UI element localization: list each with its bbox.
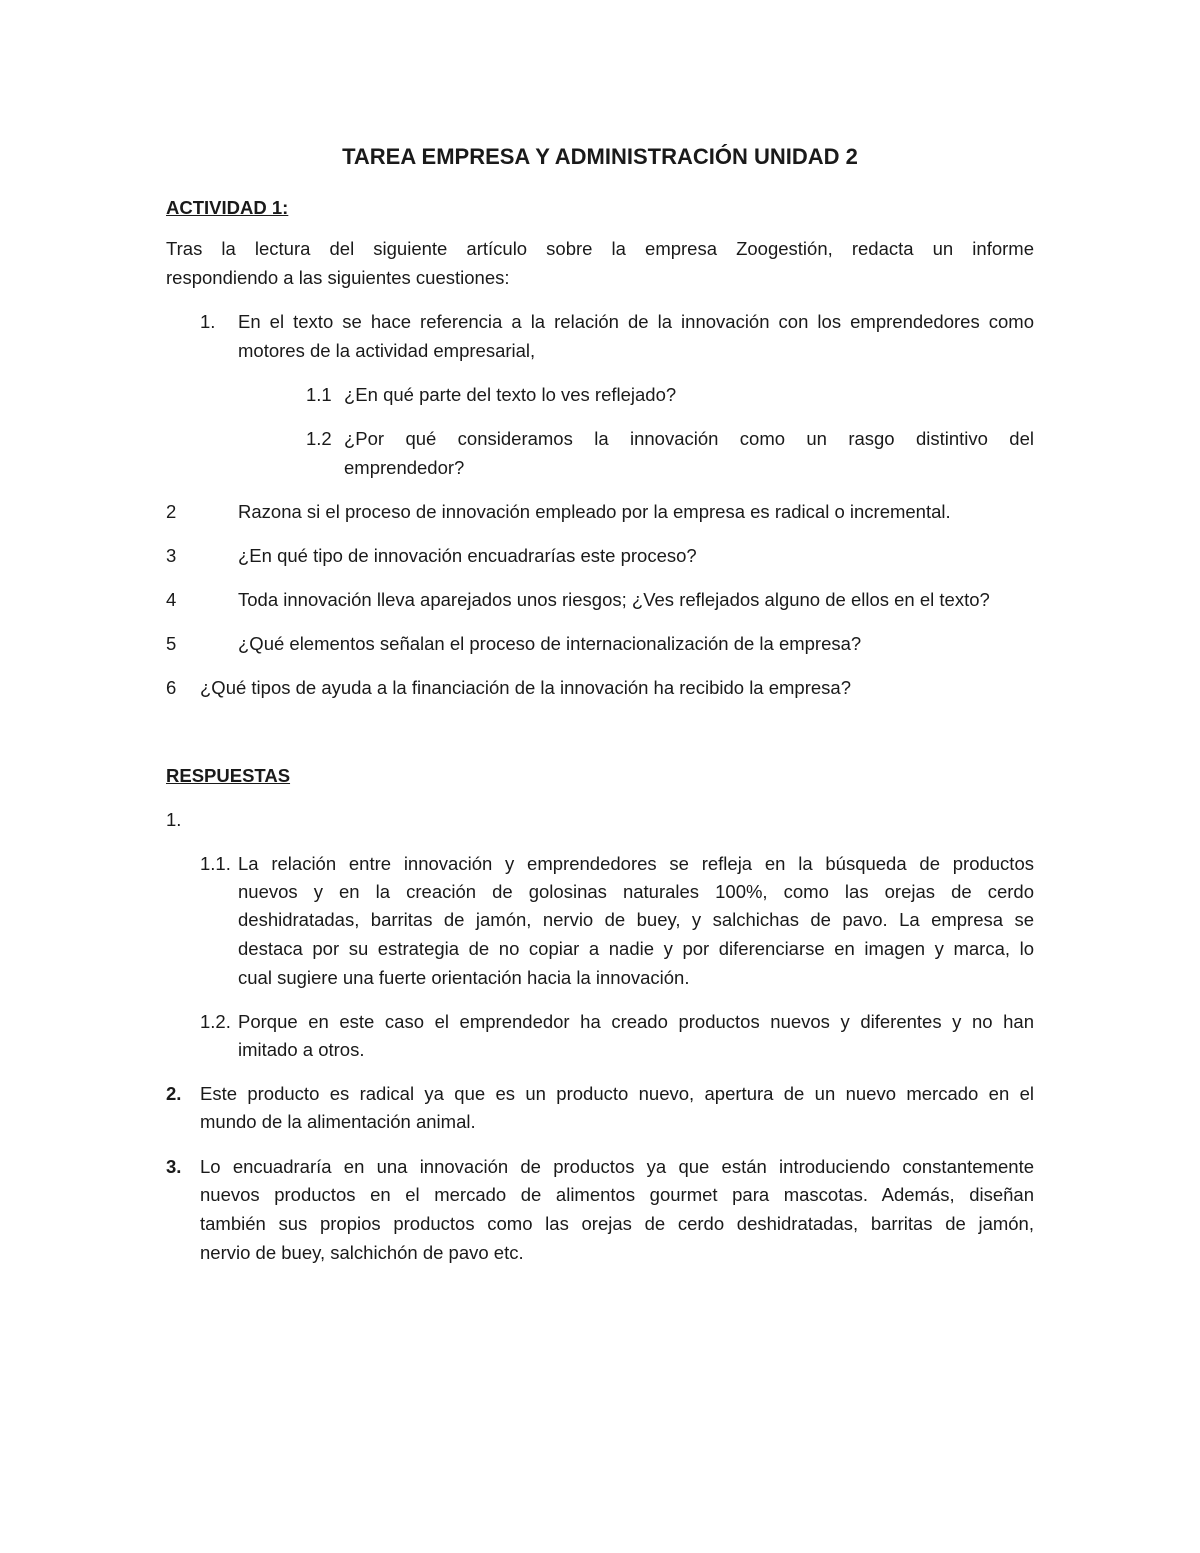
question-5-number: 5 <box>166 633 177 654</box>
question-2-number: 2 <box>166 501 177 522</box>
answer-1-number: 1. <box>166 809 182 830</box>
question-6-number: 6 <box>166 677 177 698</box>
answer-1-2-line-2: imitado a otros. <box>238 1039 365 1060</box>
question-4-text: Toda innovación lleva aparejados unos riesgos; ¿Ves reflejados alguno de ellos en el texto? <box>238 589 990 610</box>
question-5-text: ¿Qué elementos señalan el proceso de internacionalización de la empresa? <box>238 633 862 654</box>
question-1-number: 1. <box>200 311 216 332</box>
question-1-line-1: En el texto se hace referencia a la relación de la innovación con los emprendedores como <box>238 311 1034 332</box>
answer-2-line-2: mundo de la alimentación animal. <box>200 1111 476 1132</box>
intro-line-2: respondiendo a las siguientes cuestiones: <box>166 267 510 288</box>
question-3-number: 3 <box>166 545 177 566</box>
answer-1-2-number: 1.2. <box>200 1011 231 1032</box>
question-1-2-number: 1.2 <box>306 428 332 449</box>
question-3-text: ¿En qué tipo de innovación encuadrarías este proceso? <box>238 545 697 566</box>
answers-heading: RESPUESTAS <box>166 765 291 786</box>
question-1-1-text: ¿En qué parte del texto lo ves reflejado? <box>344 384 677 405</box>
question-6-text: ¿Qué tipos de ayuda a la financiación de la innovación ha recibido la empresa? <box>200 677 851 698</box>
question-1-2-line-2: emprendedor? <box>344 457 465 478</box>
question-4-number: 4 <box>166 589 177 610</box>
answer-3-number: 3. <box>166 1156 182 1177</box>
answer-3-line-3: también sus propios productos como las orejas de cerdo deshidratadas, barritas de jamón, <box>200 1213 1034 1234</box>
answer-2-line-1: Este producto es radical ya que es un producto nuevo, apertura de un nuevo mercado en el <box>200 1083 1034 1104</box>
answer-1-1-line-3: deshidratadas, barritas de jamón, nervio de buey, y salchichas de pavo. La empresa se <box>238 909 1034 930</box>
answer-1-1-line-4: destaca por su estrategia de no copiar a nadie y por diferenciarse en imagen y marca, lo <box>238 938 1034 959</box>
activity-heading: ACTIVIDAD 1: <box>166 197 289 218</box>
answer-3-line-4: nervio de buey, salchichón de pavo etc. <box>200 1242 524 1263</box>
answer-2-number: 2. <box>166 1083 182 1104</box>
question-2-text: Razona si el proceso de innovación empleado por la empresa es radical o incremental. <box>238 501 951 522</box>
answer-1-1-number: 1.1. <box>200 853 231 874</box>
question-1-2-line-1: ¿Por qué consideramos la innovación como un rasgo distintivo del <box>344 428 1034 449</box>
intro-line-1: Tras la lectura del siguiente artículo sobre la empresa Zoogestión, redacta un informe <box>166 238 1034 259</box>
question-1-1-number: 1.1 <box>306 384 332 405</box>
answer-3-line-1: Lo encuadraría en una innovación de productos ya que están introduciendo constantemente <box>200 1156 1034 1177</box>
answer-1-1-line-1: La relación entre innovación y emprendedores se refleja en la búsqueda de productos <box>238 853 1034 874</box>
document-title: TAREA EMPRESA Y ADMINISTRACIÓN UNIDAD 2 <box>342 144 858 169</box>
answer-1-2-line-1: Porque en este caso el emprendedor ha creado productos nuevos y diferentes y no han <box>238 1011 1034 1032</box>
answer-1-1-line-5: cual sugiere una fuerte orientación hacia la innovación. <box>238 967 690 988</box>
answer-3-line-2: nuevos productos en el mercado de alimentos gourmet para mascotas. Además, diseñan <box>200 1184 1034 1205</box>
answer-1-1-line-2: nuevos y en la creación de golosinas naturales 100%, como las orejas de cerdo <box>238 881 1034 902</box>
question-1-line-2: motores de la actividad empresarial, <box>238 340 536 361</box>
